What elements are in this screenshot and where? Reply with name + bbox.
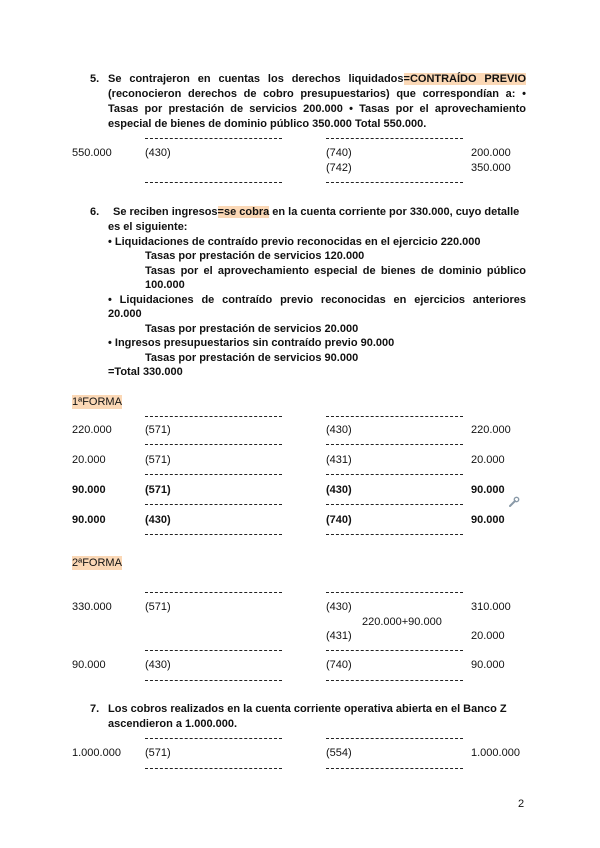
- amount-left: 220.000: [72, 424, 112, 436]
- divider: [326, 138, 463, 139]
- forma2-label: 2ªFORMA: [72, 557, 122, 569]
- sum-note: 220.000+90.000: [362, 616, 442, 628]
- account-credit: (431): [326, 630, 352, 642]
- item6-line8: 20.000: [108, 308, 142, 320]
- divider: [145, 768, 282, 769]
- account-credit: (742): [326, 162, 352, 174]
- item6-line7: • Liquidaciones de contraído previo reconocidas en ejercicios anteriores: [108, 294, 526, 306]
- item6-highlight: =se cobra: [217, 206, 270, 218]
- item6-line3: • Liquidaciones de contraído previo reconocidas en el ejercicio 220.000: [108, 236, 481, 248]
- item5-line1-text: Se contrajeron en cuentas los derechos liquidados: [108, 73, 404, 85]
- item6-number: 6.: [90, 206, 100, 218]
- divider: [145, 504, 282, 505]
- page-number: 2: [518, 798, 525, 810]
- account-debit: (430): [145, 514, 171, 526]
- divider: [145, 182, 282, 183]
- item6-line9: Tasas por prestación de servicios 20.000: [145, 323, 359, 335]
- divider: [145, 738, 282, 739]
- item7-number: 7.: [90, 703, 100, 715]
- amount-right: 20.000: [471, 630, 505, 642]
- divider: [326, 504, 463, 505]
- item6-line4: Tasas por prestación de servicios 120.000: [145, 250, 365, 262]
- account-debit: (430): [145, 147, 171, 159]
- amount-left: 330.000: [72, 601, 112, 613]
- divider: [326, 738, 463, 739]
- account-credit: (430): [326, 601, 352, 613]
- divider: [326, 416, 463, 417]
- amount-right: 220.000: [471, 424, 511, 436]
- amount-left: 90.000: [72, 484, 106, 496]
- item7-line2: ascendieron a 1.000.000.: [108, 718, 238, 730]
- item6-line1: [113, 205, 519, 220]
- amount-right: 90.000: [471, 484, 505, 496]
- divider: [145, 474, 282, 475]
- item5-line4: especial de bienes de dominio público 350.000 Total 550.000.: [108, 118, 427, 130]
- amount-right: 350.000: [471, 162, 511, 174]
- amount-right: 1.000.000: [471, 747, 520, 759]
- item6-line5: Tasas por el aprovechamiento especial de bienes de dominio público: [145, 265, 526, 277]
- item6-line1-text-post: en la cuenta corriente por 330.000, cuyo detalle: [272, 206, 520, 218]
- divider: [145, 680, 282, 681]
- item5-line2: (reconocieron derechos de cobro presupuestarios) que correspondían a: •: [108, 88, 526, 100]
- divider: [326, 650, 463, 651]
- item6-line12: =Total 330.000: [108, 366, 183, 378]
- divider: [326, 182, 463, 183]
- item6-line6: 100.000: [145, 279, 185, 291]
- item5-highlight: =CONTRAÍDO PREVIO: [403, 73, 527, 85]
- account-credit: (430): [326, 424, 352, 436]
- divider: [326, 444, 463, 445]
- divider: [326, 592, 463, 593]
- divider: [145, 138, 282, 139]
- account-debit: (571): [145, 454, 171, 466]
- item5-number: 5.: [90, 73, 100, 85]
- amount-right: 90.000: [471, 659, 505, 671]
- account-credit: (431): [326, 454, 352, 466]
- divider: [145, 592, 282, 593]
- forma1-label: 1ªFORMA: [72, 396, 122, 408]
- account-debit: (571): [145, 601, 171, 613]
- wrench-icon[interactable]: [508, 496, 520, 508]
- divider: [145, 444, 282, 445]
- account-debit: (430): [145, 659, 171, 671]
- divider: [145, 416, 282, 417]
- amount-left: 1.000.000: [72, 747, 121, 759]
- item6-line11: Tasas por prestación de servicios 90.000: [145, 352, 359, 364]
- item7-line1: Los cobros realizados en la cuenta corriente operativa abierta en el Banco Z: [108, 703, 507, 715]
- item6-line1-text: Se reciben ingresos: [113, 206, 218, 218]
- amount-right: 20.000: [471, 454, 505, 466]
- account-debit: (571): [145, 747, 171, 759]
- amount-right: 310.000: [471, 601, 511, 613]
- amount-right: 200.000: [471, 147, 511, 159]
- divider: [145, 534, 282, 535]
- divider: [326, 680, 463, 681]
- item5-line1: [108, 72, 526, 87]
- account-debit: (571): [145, 424, 171, 436]
- account-credit: (554): [326, 747, 352, 759]
- amount-right: 90.000: [471, 514, 505, 526]
- account-debit: (571): [145, 484, 171, 496]
- amount-left: 90.000: [72, 659, 106, 671]
- account-credit: (740): [326, 147, 352, 159]
- amount-left: 90.000: [72, 514, 106, 526]
- account-credit: (740): [326, 659, 352, 671]
- amount-left: 550.000: [72, 147, 112, 159]
- amount-left: 20.000: [72, 454, 106, 466]
- divider: [326, 768, 463, 769]
- account-credit: (430): [326, 484, 352, 496]
- item6-line10: • Ingresos presupuestarios sin contraído previo 90.000: [108, 337, 395, 349]
- item6-line2: es el siguiente:: [108, 221, 188, 233]
- divider: [326, 534, 463, 535]
- divider: [326, 474, 463, 475]
- account-credit: (740): [326, 514, 352, 526]
- item5-line3: Tasas por prestación de servicios 200.000 • Tasas por el aprovechamiento: [108, 103, 526, 115]
- divider: [145, 650, 282, 651]
